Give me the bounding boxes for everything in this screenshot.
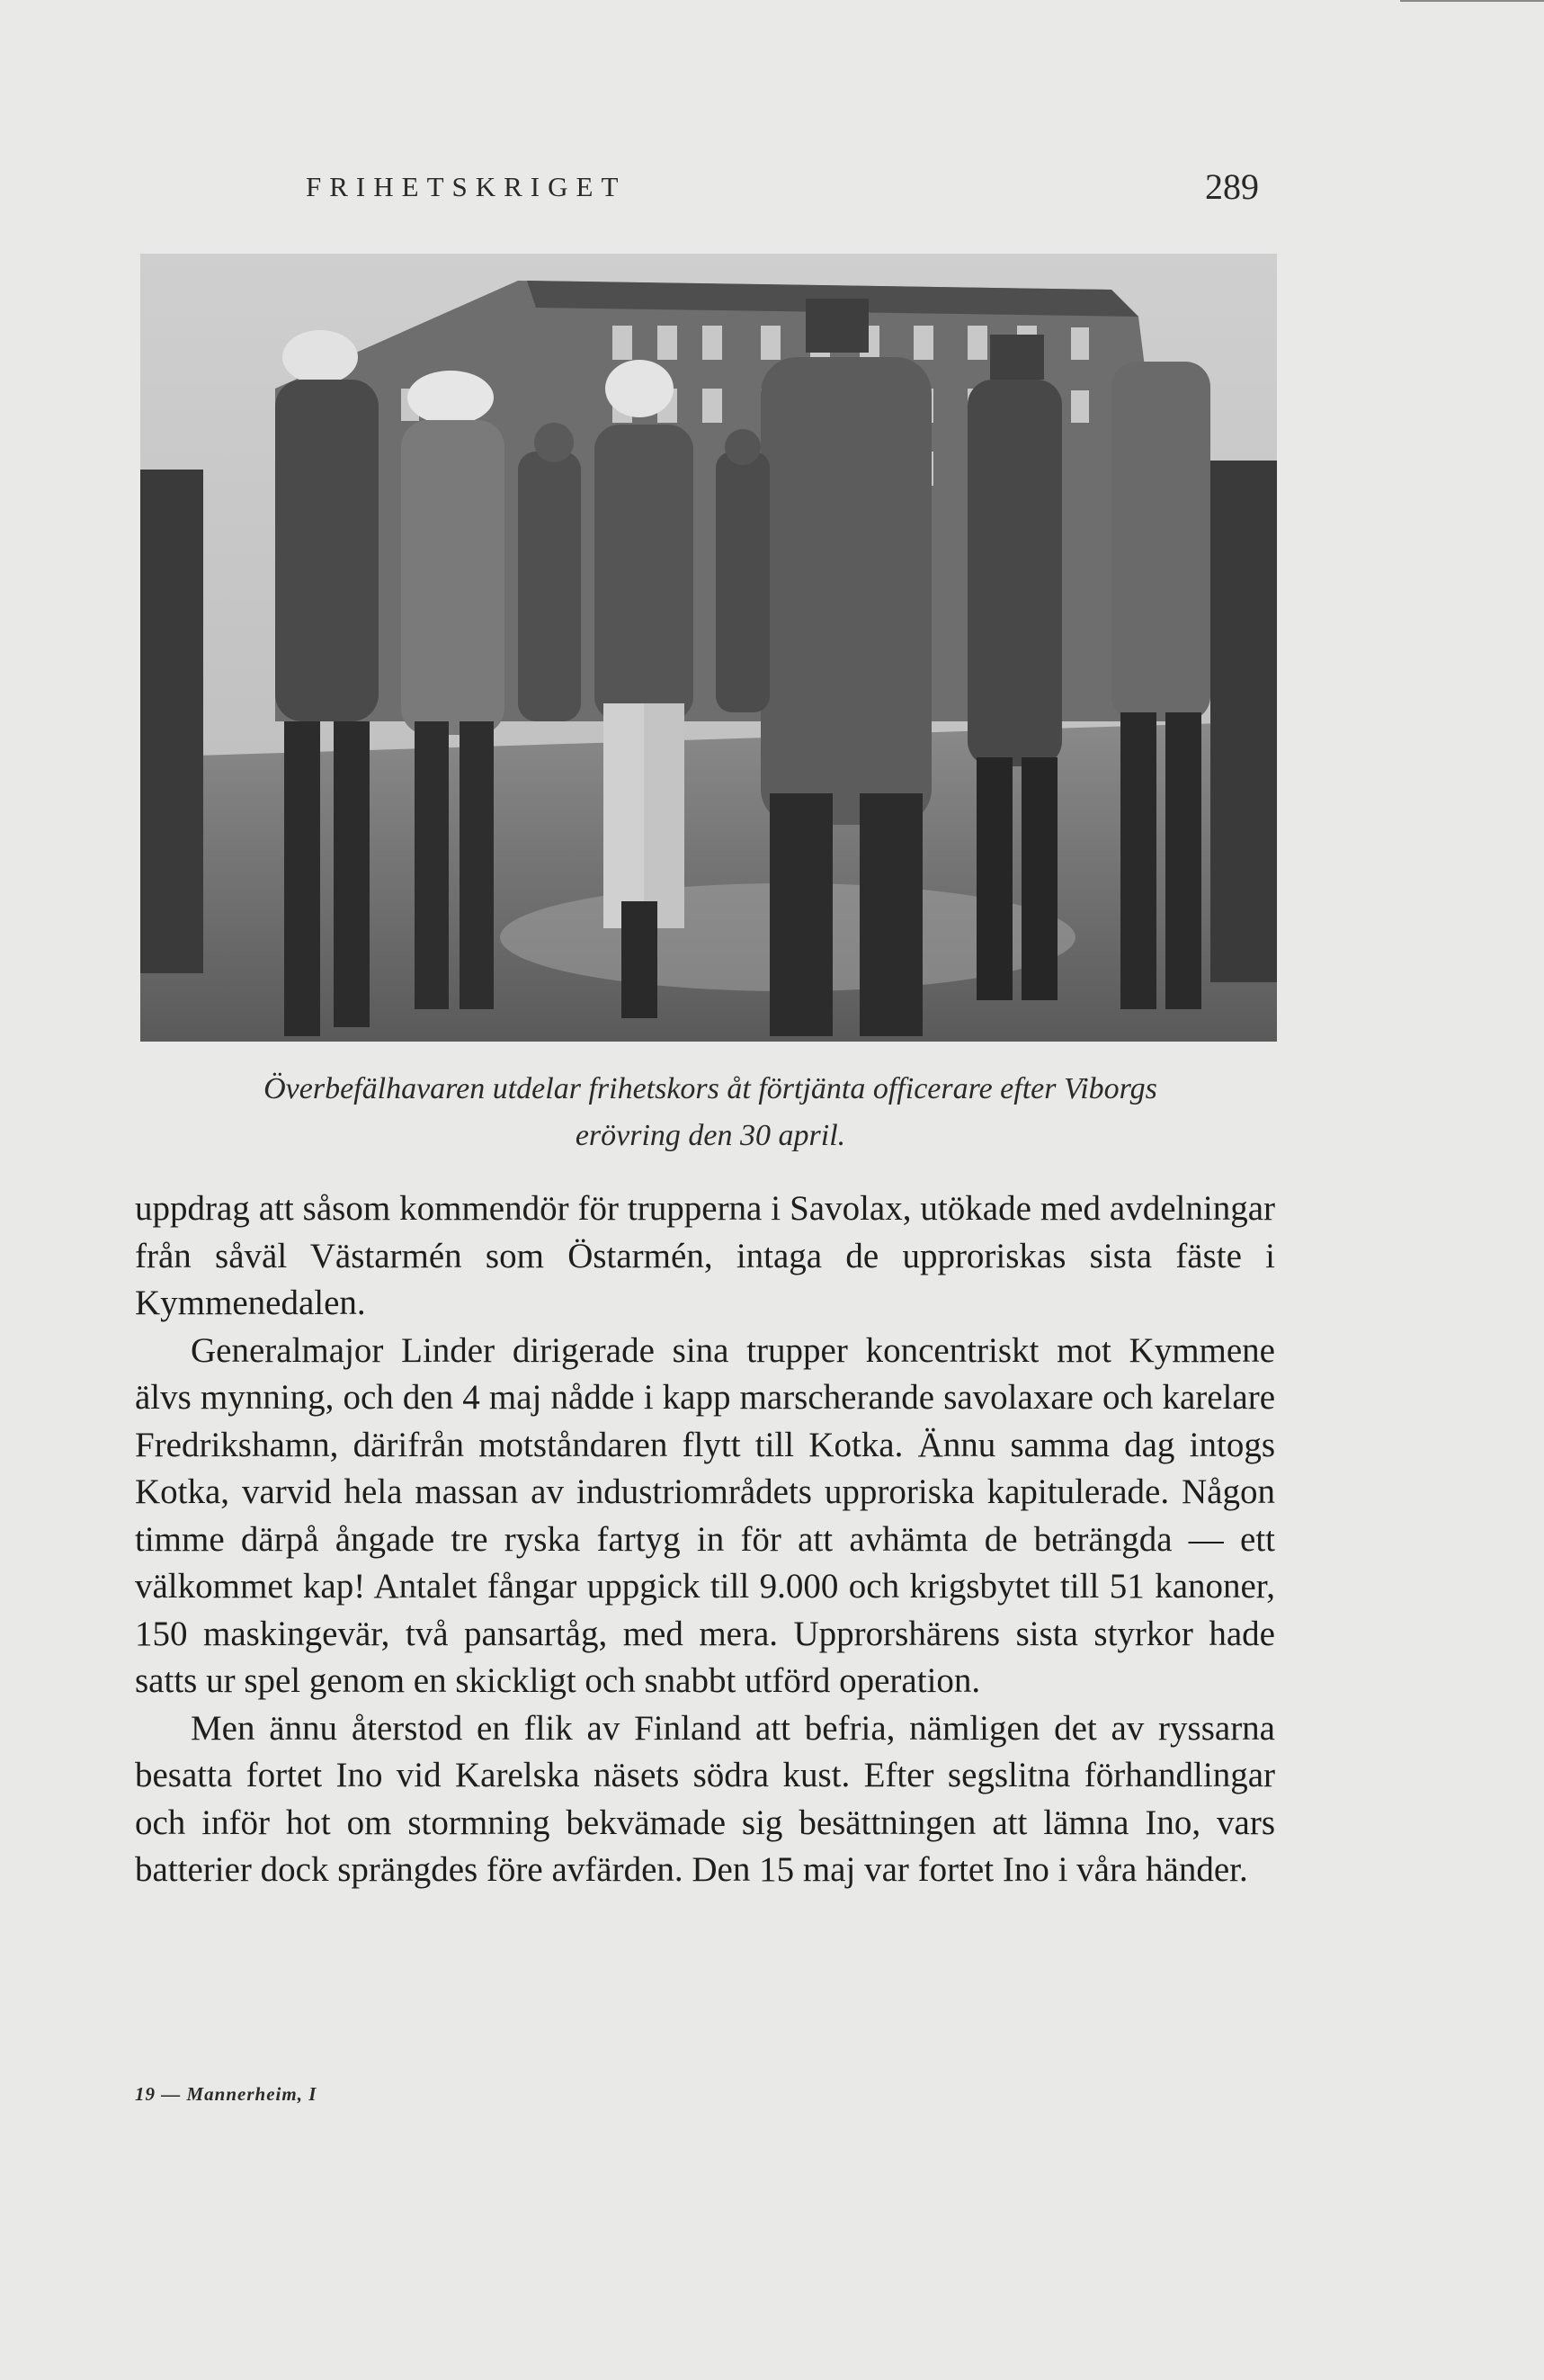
- paragraph-3: Men ännu återstod en flik av Finland att befria, nämligen det av ryssarna besatta fortet Ino vid Karelska näsets södra kust. Efter segslitna förhandlingar och inför hot om stormning bekvämade sig besättningen att lämna Ino, vars batterier dock sprängdes före avfärden. Den 15 maj var fortet Ino i våra händer.: [135, 1708, 1275, 1889]
- page-edge-rule: [1400, 0, 1544, 2]
- photograph: [140, 254, 1277, 1042]
- photo-caption: [135, 1066, 1286, 1159]
- paragraph-1: uppdrag att såsom kommendör för trupperna i Savolax, utökade med avdelningar från såväl Västarmén som Östarmén, intaga de upproriskas sista fäste i Kymmenedalen.: [135, 1189, 1275, 1322]
- page-number: 289: [1205, 166, 1259, 207]
- running-title: FRIHETSKRIGET: [306, 171, 627, 202]
- paragraph-2: Generalmajor Linder dirigerade sina trupper koncentriskt mot Kymmene älvs mynning, och den 4 maj nådde i kapp marscherande savolaxare och karelare Fredrikshamn, därifrån motståndaren flytt till Kotka. Ännu samma dag intogs Kotka, varvid hela massan av industriområdets upproriska kapitulerade. Någon timme därpå ångade tre ryska fartyg in för att avhämta de beträngda — ett välkommet kap! Antalet fångar uppgick till 9.000 och krigsbytet till 51 kanoner, 150 maskingevär, två pansartåg, med mera. Upprorshärens sista styrkor hade satts ur spel genom en skickligt och snabbt utförd operation.: [135, 1330, 1275, 1700]
- caption-line-1: Överbefälhavaren utdelar frihetskors åt förtjänta officerare efter Viborgs: [263, 1072, 1157, 1105]
- printer-signature: 19 — Mannerheim, I: [135, 2083, 317, 2105]
- caption-line-2: erövring den 30 april.: [575, 1119, 846, 1152]
- body-text: [135, 1186, 1275, 1894]
